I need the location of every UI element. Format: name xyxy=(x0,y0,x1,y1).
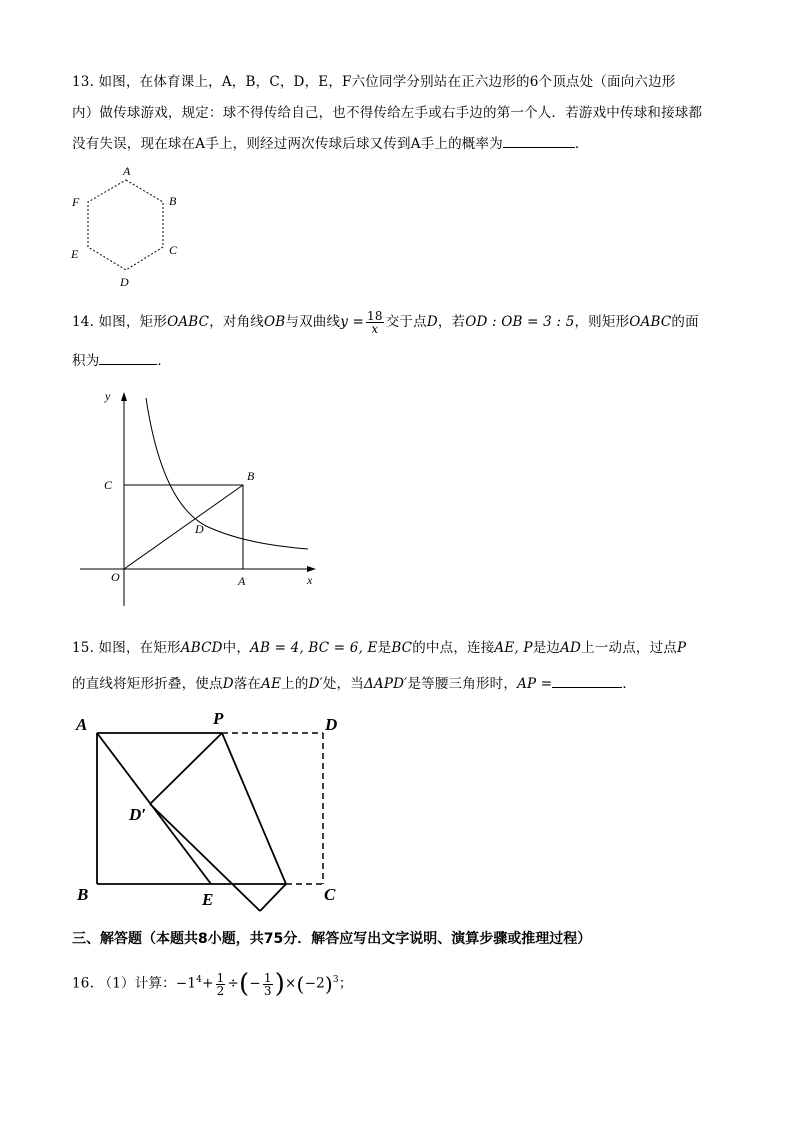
label-a: A xyxy=(238,574,246,588)
q14-line-1 xyxy=(72,308,699,336)
q16-exp-4: 4 xyxy=(196,975,203,985)
q14-frac-den: x xyxy=(366,322,384,335)
q16-divide: ÷ xyxy=(227,975,239,992)
q15-text-8: 落在 xyxy=(233,676,262,692)
segment-pdprime xyxy=(150,733,222,804)
q15-ap: AP = xyxy=(517,676,553,692)
q16-times: × xyxy=(285,975,297,992)
answer-blank-15[interactable] xyxy=(552,673,622,688)
q15-ae: AE xyxy=(261,676,282,692)
q14-frac-num: 18 xyxy=(367,309,383,323)
q14-yeq: y = xyxy=(340,314,365,330)
q15-text-2: 中， xyxy=(222,640,251,656)
label-d: D xyxy=(195,522,204,536)
q16-minus: − xyxy=(249,975,261,992)
q14-text-5: ，若 xyxy=(437,314,466,330)
x-axis-arrow xyxy=(307,566,316,572)
q16-frac1-den: 2 xyxy=(216,983,225,998)
fold-line xyxy=(222,733,286,884)
q16-line-1: 16. （1）计算：$-1^4+$ $\frac{1}{2}$ ÷(− $\frac{1}{3}$ )$\times(-2)^3$； xyxy=(72,969,353,999)
diagonal-ob xyxy=(124,485,243,569)
q15-aep: AE, P xyxy=(494,640,533,656)
q14-text-7: 的面 xyxy=(671,314,699,330)
q15-text-7: 的直线将矩形折叠，使点 xyxy=(72,676,223,692)
answer-blank-13[interactable] xyxy=(503,133,575,148)
q16-minus-one: −1 xyxy=(175,975,197,992)
q16-frac1-num: 1 xyxy=(216,970,225,985)
label-dprime: D′ xyxy=(129,805,147,824)
q13-line-3 xyxy=(72,132,589,152)
folding-rectangle-figure xyxy=(70,708,360,918)
hex-label-d: D xyxy=(120,275,129,289)
label-b: B xyxy=(77,885,89,904)
q15-text-9: 上的 xyxy=(281,676,309,692)
q14-text-3: 与双曲线 xyxy=(285,314,341,330)
q13-line-2: 内）做传球游戏，规定：球不得传给自己，也不得传给左手或右手边的第一个人．若游戏中传球和接球都 xyxy=(72,105,703,121)
hyperbola-curve xyxy=(146,398,308,549)
hexagon-shape xyxy=(88,180,163,270)
q15-end: ． xyxy=(622,676,637,692)
hexagon-figure xyxy=(64,160,204,290)
q15-dprime: D′ xyxy=(308,676,323,692)
label-a: A xyxy=(76,715,88,734)
q16-end: ； xyxy=(338,975,353,992)
q15-line-2 xyxy=(72,672,636,692)
label-c: C xyxy=(104,478,113,492)
q15-text-4: 的中点，连接 xyxy=(412,640,495,656)
segment-fold-corner xyxy=(260,884,286,911)
q13-end: ． xyxy=(574,136,589,152)
q16-exp-3: 3 xyxy=(332,975,339,985)
q14-oabc-2: OABC xyxy=(629,314,672,330)
q14-ratio: OD : OB = 3 : 5 xyxy=(465,314,575,330)
hyperbola-figure xyxy=(76,388,326,613)
q16-plus: + xyxy=(202,975,214,992)
q14-oabc: OABC xyxy=(167,314,210,330)
q15-line-1 xyxy=(72,636,686,656)
label-p: P xyxy=(213,709,224,728)
label-y: y xyxy=(105,389,111,403)
q15-text-10: 处，当 xyxy=(322,676,364,692)
q15-text-11: 是等腰三角形时， xyxy=(407,676,518,692)
q15-triangle: ΔAPD′ xyxy=(363,676,408,692)
label-b: B xyxy=(247,469,255,483)
q14-ob: OB xyxy=(264,314,286,330)
hex-label-f: F xyxy=(72,195,80,209)
label-e: E xyxy=(202,890,214,909)
q15-abcd: ABCD xyxy=(180,640,223,656)
q16-neg-two: −2 xyxy=(304,975,325,992)
q14-text-6: ，则矩形 xyxy=(574,314,630,330)
q14-fraction xyxy=(366,310,384,335)
label-o: O xyxy=(111,570,120,584)
q14-line-2-text: 积为 xyxy=(72,353,100,369)
y-axis-arrow xyxy=(121,392,127,401)
label-c: C xyxy=(324,885,336,904)
hex-label-b: B xyxy=(169,194,177,208)
q15-ad: AD xyxy=(560,640,582,656)
q16-text: 16. （1）计算： xyxy=(72,975,176,992)
q14-text-2: ，对角线 xyxy=(209,314,264,330)
q14-text-1: 14. 如图，矩形 xyxy=(72,314,168,330)
q16-fraction-1 xyxy=(216,972,226,997)
q16-frac2-den: 3 xyxy=(263,983,272,998)
q15-p: P xyxy=(677,640,687,656)
q15-text-1: 15. 如图，在矩形 xyxy=(72,640,181,656)
q15-text-3: 是 xyxy=(377,640,392,656)
hex-label-c: C xyxy=(169,243,178,257)
q15-cond: AB = 4, BC = 6, E xyxy=(250,640,378,656)
q14-line-2 xyxy=(72,349,171,369)
q14-text-4: 交于点 xyxy=(385,314,427,330)
q16-frac2-num: 1 xyxy=(263,970,272,985)
q16-fraction-2 xyxy=(263,972,273,997)
q15-bc: BC xyxy=(391,640,413,656)
label-x: x xyxy=(307,573,313,587)
q13-line-3-text: 没有失误，现在球在A手上，则经过两次传球后球又传到A手上的概率为 xyxy=(72,136,503,152)
label-d: D xyxy=(325,715,338,734)
hex-label-a: A xyxy=(123,164,131,178)
q15-d: D xyxy=(222,676,234,692)
q14-d: D xyxy=(426,314,438,330)
hex-label-e: E xyxy=(71,247,79,261)
q13-line-1: 13. 如图，在体育课上，A，B，C，D，E，F六位同学分别站在正六边形的6个顶点处（面向六边形 xyxy=(72,74,676,90)
q15-text-5: 是边 xyxy=(532,640,561,656)
section-heading: 三、解答题（本题共8小题，共75分．解答应写出文字说明、演算步骤或推理过程） xyxy=(72,931,592,947)
q14-end: ． xyxy=(157,353,172,369)
answer-blank-14[interactable] xyxy=(99,350,157,365)
q15-text-6: 上一动点，过点 xyxy=(581,640,677,656)
